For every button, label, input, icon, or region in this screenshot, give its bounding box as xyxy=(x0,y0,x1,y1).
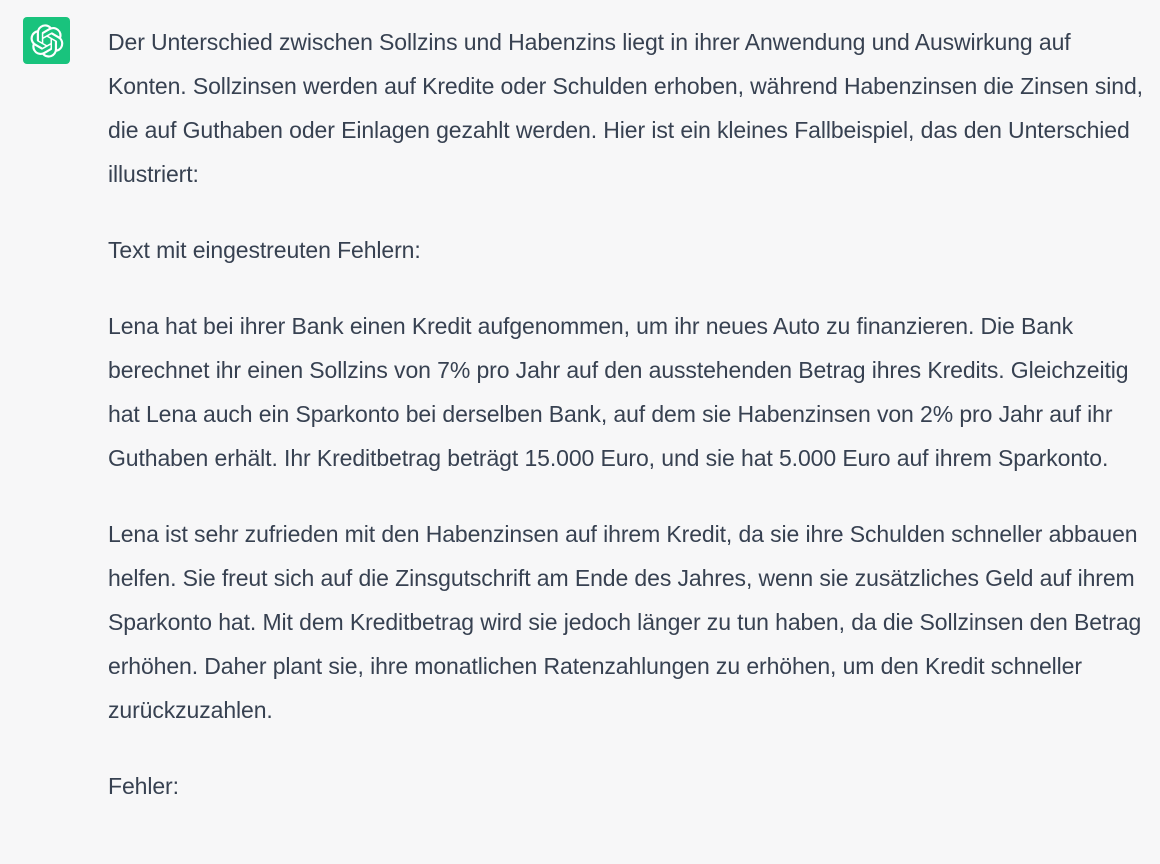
paragraph-heading-text-with-errors: Text mit eingestreuten Fehlern: xyxy=(108,237,421,263)
paragraph-intro: Der Unterschied zwischen Sollzins und Habenzins liegt in ihrer Anwendung und Auswirkung auf Konten. Sollzinsen werden auf Kredite oder Schulden erhoben, während Habenzinsen die Zinsen sind, die auf Guthaben oder Einlagen gezahlt werden. Hier ist ein kleines Fallbeispiel, das den Unterschied illustriert: xyxy=(108,29,1143,187)
paragraph-errors-heading: Fehler: xyxy=(108,773,179,799)
assistant-avatar xyxy=(23,17,70,64)
paragraph-case-continuation: Lena ist sehr zufrieden mit den Habenzinsen auf ihrem Kredit, da sie ihre Schulden schneller abbauen helfen. Sie freut sich auf die Zinsgutschrift am Ende des Jahres, wenn sie zusätzliches Geld auf ihrem Sparkonto hat. Mit dem Kreditbetrag wird sie jedoch länger zu tun haben, da die Sollzinsen den Betrag erhöhen. Daher plant sie, ihre monatlichen Ratenzahlungen zu erhöhen, um den Kredit schneller zurückzuzahlen. xyxy=(108,521,1142,723)
assistant-message-text xyxy=(108,20,1148,840)
openai-logo-icon xyxy=(30,24,64,58)
paragraph-case-description: Lena hat bei ihrer Bank einen Kredit aufgenommen, um ihr neues Auto zu finanzieren. Die Bank berechnet ihr einen Sollzins von 7% pro Jahr auf den ausstehenden Betrag ihres Kredits. Gleichzeitig hat Lena auch ein Sparkonto bei derselben Bank, auf dem sie Habenzinsen von 2% pro Jahr auf ihr Guthaben erhält. Ihr Kreditbetrag beträgt 15.000 Euro, und sie hat 5.000 Euro auf ihrem Sparkonto. xyxy=(108,313,1129,471)
